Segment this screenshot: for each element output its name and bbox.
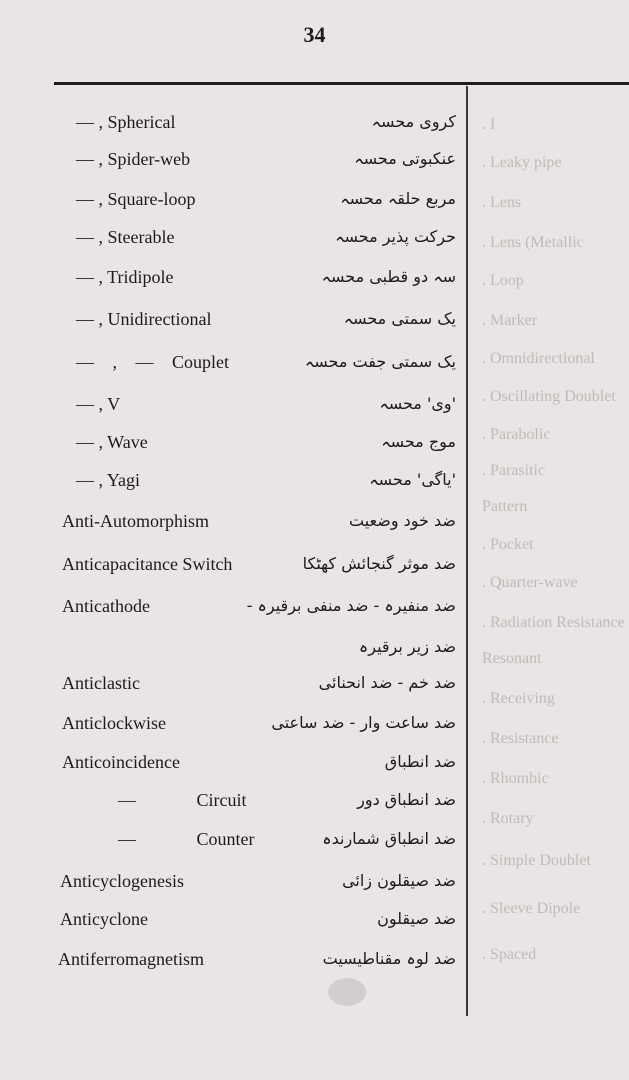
urdu-term: کروی محسہ <box>371 112 456 131</box>
english-term: — , — Couplet <box>76 352 229 372</box>
urdu-term: ضد صیقلون <box>377 909 456 928</box>
bleed-through-line: . I <box>482 116 496 133</box>
english-term: — , Spherical <box>76 112 176 132</box>
glossary-row <box>0 673 466 703</box>
glossary-row <box>0 394 466 424</box>
glossary-row <box>0 112 466 142</box>
glossary-row <box>0 596 466 626</box>
glossary-row <box>0 829 466 859</box>
bleed-through-line: . Oscillating Doublet <box>482 388 616 405</box>
urdu-term: ضد ساعت وار - ضد ساعتی <box>271 713 456 732</box>
urdu-term: موج محسہ <box>381 432 456 451</box>
english-term: Anticyclone <box>60 909 148 929</box>
glossary-row <box>0 267 466 297</box>
urdu-term: ضد انطباق دور <box>357 790 456 809</box>
bleed-through-line: . Parabolic <box>482 426 551 443</box>
glossary-row <box>0 752 466 782</box>
urdu-term: ضد خم - ضد انحنائی <box>318 673 456 692</box>
bleed-through-line: . Radiation Resistance <box>482 614 625 631</box>
english-term: — , Yagi <box>76 470 141 490</box>
english-term: Anti-Automorphism <box>62 511 209 531</box>
english-term: — , Tridipole <box>76 267 174 287</box>
bleed-through-line: . Lens <box>482 194 522 211</box>
glossary-row <box>0 309 466 339</box>
glossary-row <box>0 554 466 584</box>
urdu-term: یک سمتی محسہ <box>343 309 456 328</box>
bleed-through-line: . Resistance <box>482 730 559 747</box>
glossary-row <box>0 470 466 500</box>
column-rule <box>466 86 468 1016</box>
urdu-term: عنکبوتی محسہ <box>354 149 456 168</box>
glossary-row <box>0 189 466 219</box>
english-term: — Circuit <box>118 790 247 810</box>
urdu-term: یک سمتی جفت محسہ <box>304 352 456 371</box>
paper-stain <box>328 978 366 1006</box>
urdu-term: 'وی' محسہ <box>379 394 456 413</box>
glossary-row <box>0 352 466 382</box>
bleed-through-line: . Rhombic <box>482 770 549 787</box>
bleed-through-column <box>482 90 629 990</box>
bleed-through-line: . Quarter-wave <box>482 574 578 591</box>
english-term: Anticathode <box>62 596 150 616</box>
glossary-row <box>0 909 466 939</box>
bleed-through-line: . Simple Doublet <box>482 852 591 869</box>
urdu-term: سہ دو قطبی محسہ <box>321 267 456 286</box>
page-number: 34 <box>303 22 326 47</box>
english-term: Anticapacitance Switch <box>62 554 233 574</box>
bleed-through-line: . Sleeve Dipole <box>482 900 581 917</box>
glossary-row <box>0 149 466 179</box>
urdu-term: ضد انطباق <box>384 752 456 771</box>
english-term: — , V <box>76 394 121 414</box>
bleed-through-line: Pattern <box>482 498 528 515</box>
english-term: Anticoincidence <box>62 752 180 772</box>
urdu-term: ضد صیقلون زائی <box>342 871 456 890</box>
glossary-row <box>0 871 466 901</box>
bleed-through-line: . Pocket <box>482 536 534 553</box>
english-term: Antiferromagnetism <box>58 949 204 969</box>
urdu-term: ضد انطباق شمارندہ <box>322 829 456 848</box>
urdu-term: 'یاگی' محسہ <box>369 470 456 489</box>
glossary-row <box>0 511 466 541</box>
glossary-row <box>0 637 466 667</box>
bleed-through-line: Resonant <box>482 650 542 667</box>
urdu-term: حرکت پذیر محسہ <box>335 227 456 246</box>
bleed-through-line: . Omnidirectional <box>482 350 595 367</box>
glossary-row <box>0 713 466 743</box>
english-term: — , Unidirectional <box>76 309 212 329</box>
urdu-term: ضد موثر گنجائش کھٹکا <box>302 554 456 573</box>
urdu-term: ضد خود وضعیت <box>348 511 456 530</box>
english-term: Anticlastic <box>62 673 140 693</box>
glossary-row <box>0 790 466 820</box>
bleed-through-line: . Receiving <box>482 690 555 707</box>
bleed-through-line: . Loop <box>482 272 524 289</box>
bleed-through-line: . Rotary <box>482 810 534 827</box>
bleed-through-line: . Marker <box>482 312 538 329</box>
english-term: — , Wave <box>76 432 148 452</box>
glossary-row <box>0 227 466 257</box>
glossary-row <box>0 432 466 462</box>
english-term: — , Square-loop <box>76 189 196 209</box>
urdu-term: ضد زیر برقیرہ <box>358 637 456 656</box>
english-term: Anticyclogenesis <box>60 871 184 891</box>
english-term: Anticlockwise <box>62 713 166 733</box>
bleed-through-line: . Parasitic <box>482 462 546 479</box>
urdu-term: ضد منفیرہ - ضد منفی برقیرہ - <box>246 596 456 615</box>
urdu-term: ضد لوہ مقناطیسیت <box>322 949 456 968</box>
english-term: — Counter <box>118 829 255 849</box>
urdu-term: مربع حلقہ محسہ <box>340 189 456 208</box>
english-term: — , Spider-web <box>76 149 191 169</box>
bleed-through-line: . Lens (Metallic <box>482 234 584 251</box>
bleed-through-line: . Leaky pipe <box>482 154 562 171</box>
header-rule <box>54 82 629 85</box>
glossary-row <box>0 949 466 979</box>
bleed-through-line: . Spaced <box>482 946 537 963</box>
english-term: — , Steerable <box>76 227 175 247</box>
